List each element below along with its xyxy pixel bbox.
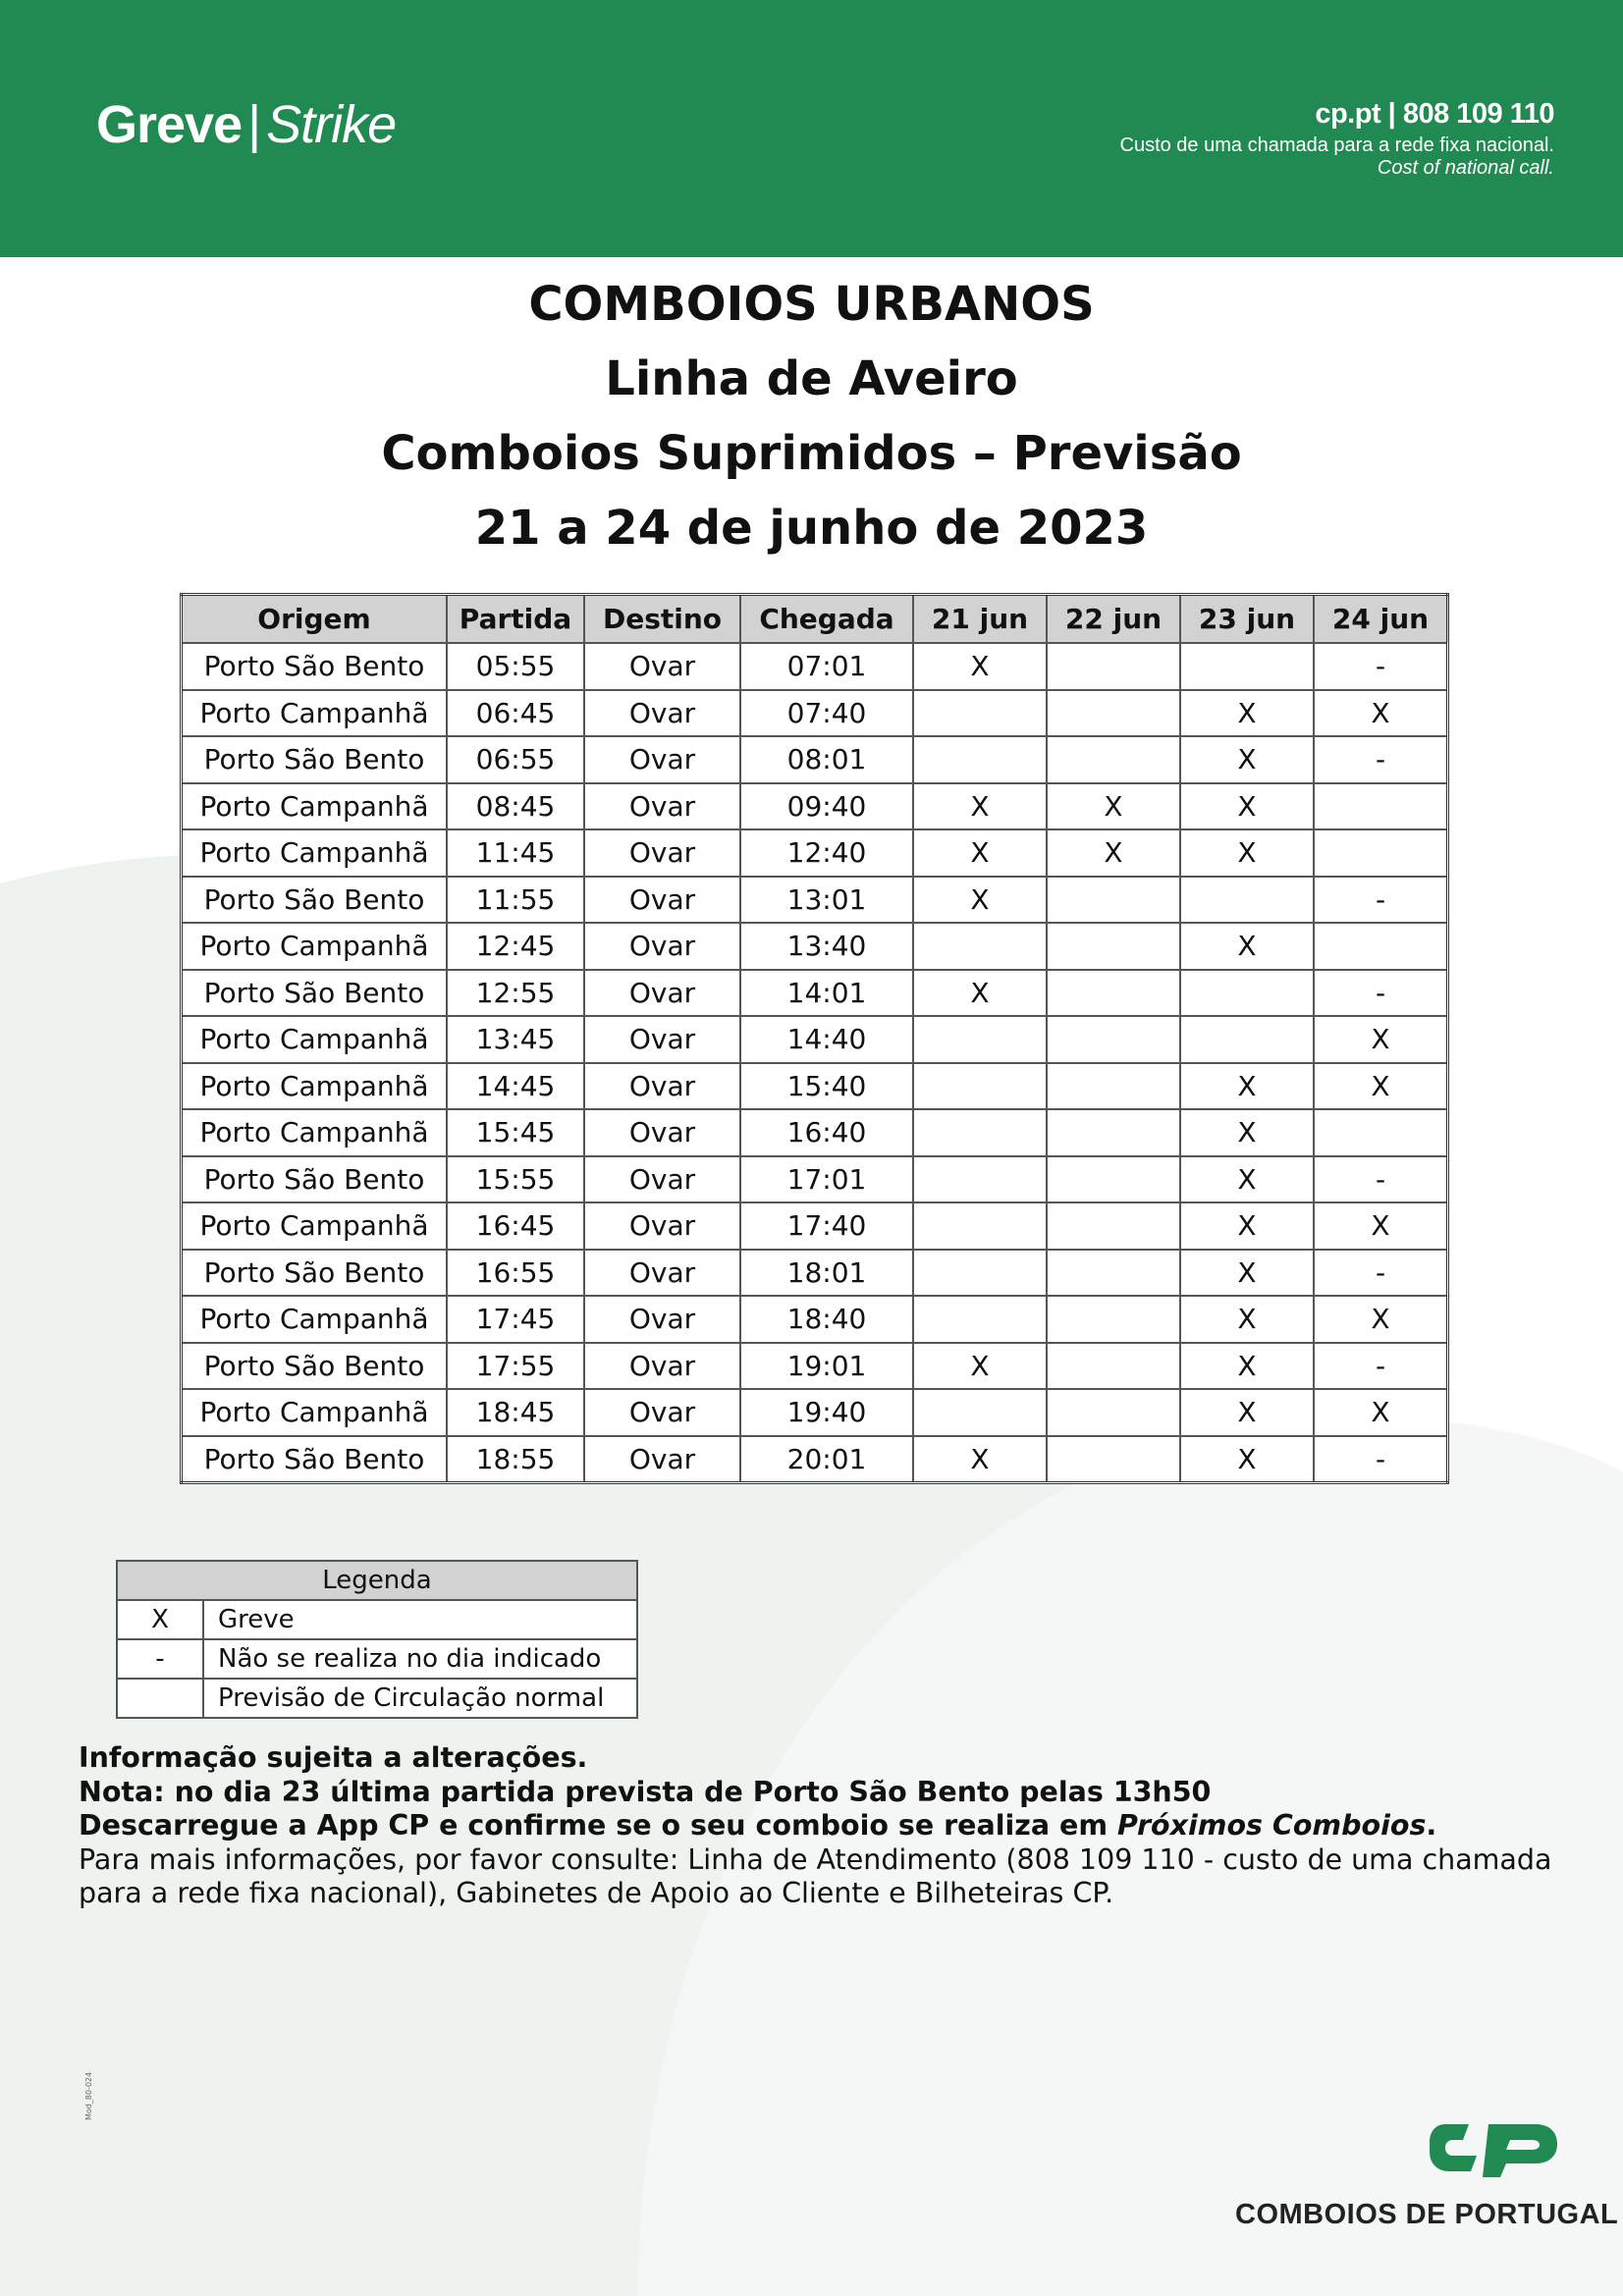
note-contact-info: Para mais informações, por favor consulte: Linha de Atendimento (808 109 110 - custo de uma chamada para a rede fixa nacional), Gabinetes de Apoio ao Cliente e Bilheteiras CP.: [79, 1842, 1552, 1909]
cell-21-jun: X: [913, 970, 1047, 1017]
cell-21-jun: [913, 1016, 1047, 1063]
schedule-header-row: [182, 595, 1448, 644]
cell-origem: Porto São Bento: [182, 877, 448, 924]
table-row: [182, 877, 1448, 924]
cell-partida: 16:45: [447, 1202, 584, 1250]
cell-partida: 18:55: [447, 1436, 584, 1483]
cell-22-jun: [1047, 877, 1180, 924]
cell-destino: Ovar: [584, 783, 740, 830]
cell-22-jun: [1047, 643, 1180, 690]
cell-chegada: 14:01: [740, 970, 913, 1017]
cell-22-jun: [1047, 970, 1180, 1017]
cell-destino: Ovar: [584, 970, 740, 1017]
cell-chegada: 17:40: [740, 1202, 913, 1250]
cell-21-jun: [913, 1296, 1047, 1343]
cell-partida: 08:45: [447, 783, 584, 830]
col-header-23-jun: 23 jun: [1180, 595, 1314, 644]
table-row: [182, 690, 1448, 737]
cell-origem: Porto Campanhã: [182, 1063, 448, 1110]
cell-23-jun: X: [1180, 829, 1314, 877]
cell-24-jun: [1314, 783, 1448, 830]
brand-alt: Strike: [266, 95, 397, 154]
cell-21-jun: X: [913, 1436, 1047, 1483]
cell-partida: 18:45: [447, 1389, 584, 1436]
cell-22-jun: [1047, 1296, 1180, 1343]
cell-destino: Ovar: [584, 1343, 740, 1390]
cell-partida: 14:45: [447, 1063, 584, 1110]
cell-23-jun: X: [1180, 736, 1314, 783]
brand-title: [96, 94, 396, 155]
table-row: [182, 1109, 1448, 1156]
cell-22-jun: X: [1047, 783, 1180, 830]
company-name: COMBOIOS DE PORTUGAL: [1235, 2199, 1619, 2230]
cell-origem: Porto São Bento: [182, 643, 448, 690]
cell-destino: Ovar: [584, 1296, 740, 1343]
cell-origem: Porto São Bento: [182, 1156, 448, 1203]
cell-partida: 12:45: [447, 923, 584, 970]
contact-block: [1120, 98, 1555, 180]
cell-23-jun: X: [1180, 690, 1314, 737]
col-header-chegada: Chegada: [740, 595, 913, 644]
col-header-partida: Partida: [447, 595, 584, 644]
cell-chegada: 14:40: [740, 1016, 913, 1063]
legend-label: Previsão de Circulação normal: [203, 1679, 637, 1718]
table-row: [182, 783, 1448, 830]
cell-destino: Ovar: [584, 1250, 740, 1297]
cell-22-jun: [1047, 1202, 1180, 1250]
cell-24-jun: -: [1314, 877, 1448, 924]
table-row: [182, 829, 1448, 877]
cell-23-jun: [1180, 1016, 1314, 1063]
cell-24-jun: X: [1314, 690, 1448, 737]
cell-21-jun: X: [913, 643, 1047, 690]
cell-24-jun: [1314, 923, 1448, 970]
title-line-3: Comboios Suprimidos – Previsão: [381, 426, 1242, 481]
cell-24-jun: -: [1314, 1343, 1448, 1390]
cell-origem: Porto Campanhã: [182, 1389, 448, 1436]
schedule-table: [180, 593, 1449, 1484]
cell-origem: Porto Campanhã: [182, 923, 448, 970]
contact-line: cp.pt | 808 109 110: [1315, 98, 1554, 130]
cell-destino: Ovar: [584, 736, 740, 783]
cell-chegada: 18:40: [740, 1296, 913, 1343]
title-line-4: 21 a 24 de junho de 2023: [474, 501, 1149, 556]
cell-21-jun: [913, 1063, 1047, 1110]
legend-row: [117, 1679, 637, 1718]
cell-partida: 17:55: [447, 1343, 584, 1390]
cell-chegada: 13:40: [740, 923, 913, 970]
table-row: [182, 1202, 1448, 1250]
header-banner: [0, 0, 1623, 257]
cell-origem: Porto São Bento: [182, 970, 448, 1017]
cell-24-jun: -: [1314, 970, 1448, 1017]
table-row: [182, 1156, 1448, 1203]
cell-23-jun: X: [1180, 783, 1314, 830]
cell-22-jun: [1047, 690, 1180, 737]
note-app-end: .: [1426, 1809, 1437, 1842]
cell-21-jun: [913, 690, 1047, 737]
cell-destino: Ovar: [584, 1389, 740, 1436]
note-app: [79, 1809, 1571, 1843]
cell-partida: 15:45: [447, 1109, 584, 1156]
contact-note-en: Cost of national call.: [1377, 157, 1554, 179]
col-header-destino: Destino: [584, 595, 740, 644]
legend-title: Legenda: [117, 1561, 637, 1600]
table-row: [182, 970, 1448, 1017]
cell-origem: Porto Campanhã: [182, 690, 448, 737]
cell-origem: Porto Campanhã: [182, 783, 448, 830]
table-row: [182, 1063, 1448, 1110]
cell-partida: 11:45: [447, 829, 584, 877]
table-row: [182, 1389, 1448, 1436]
cell-23-jun: X: [1180, 1296, 1314, 1343]
title-line-1: COMBOIOS URBANOS: [528, 277, 1095, 332]
col-header-21-jun: 21 jun: [913, 595, 1047, 644]
cell-24-jun: -: [1314, 1250, 1448, 1297]
cell-destino: Ovar: [584, 643, 740, 690]
cell-22-jun: [1047, 1389, 1180, 1436]
contact-note-pt: Custo de uma chamada para a rede fixa nacional.: [1119, 134, 1554, 156]
cell-chegada: 12:40: [740, 829, 913, 877]
cell-chegada: 20:01: [740, 1436, 913, 1483]
cell-24-jun: X: [1314, 1202, 1448, 1250]
cell-23-jun: X: [1180, 1202, 1314, 1250]
cell-origem: Porto Campanhã: [182, 1202, 448, 1250]
cell-21-jun: [913, 1156, 1047, 1203]
cell-destino: Ovar: [584, 1202, 740, 1250]
cell-chegada: 07:40: [740, 690, 913, 737]
cell-21-jun: X: [913, 829, 1047, 877]
cell-partida: 16:55: [447, 1250, 584, 1297]
table-row: [182, 1016, 1448, 1063]
cell-22-jun: [1047, 1156, 1180, 1203]
note-app-text: Descarregue a App CP e confirme se o seu comboio se realiza em: [79, 1809, 1117, 1842]
cell-destino: Ovar: [584, 1016, 740, 1063]
cell-22-jun: [1047, 1109, 1180, 1156]
cell-23-jun: X: [1180, 1343, 1314, 1390]
cell-24-jun: [1314, 1109, 1448, 1156]
cell-23-jun: X: [1180, 1436, 1314, 1483]
note-app-emphasis: Próximos Comboios: [1116, 1809, 1427, 1842]
document-titles: [0, 267, 1623, 565]
cell-destino: Ovar: [584, 1156, 740, 1203]
cell-23-jun: [1180, 877, 1314, 924]
cell-destino: Ovar: [584, 1063, 740, 1110]
cell-destino: Ovar: [584, 1436, 740, 1483]
cell-21-jun: [913, 1202, 1047, 1250]
title-line-2: Linha de Aveiro: [605, 351, 1018, 406]
cell-23-jun: [1180, 970, 1314, 1017]
cell-chegada: 08:01: [740, 736, 913, 783]
brand-main: Greve: [96, 95, 243, 154]
cell-origem: Porto São Bento: [182, 1436, 448, 1483]
notes-block: [79, 1741, 1571, 1911]
brand-separator: |: [247, 95, 261, 154]
table-row: [182, 736, 1448, 783]
cell-23-jun: X: [1180, 1109, 1314, 1156]
cell-22-jun: [1047, 1343, 1180, 1390]
cell-destino: Ovar: [584, 877, 740, 924]
cell-21-jun: [913, 1250, 1047, 1297]
cell-22-jun: X: [1047, 829, 1180, 877]
table-row: [182, 923, 1448, 970]
cell-24-jun: X: [1314, 1063, 1448, 1110]
legend-label: Não se realiza no dia indicado: [203, 1639, 637, 1679]
cell-partida: 12:55: [447, 970, 584, 1017]
cell-partida: 06:45: [447, 690, 584, 737]
cell-24-jun: -: [1314, 1156, 1448, 1203]
col-header-origem: Origem: [182, 595, 448, 644]
cell-origem: Porto Campanhã: [182, 1296, 448, 1343]
cell-23-jun: X: [1180, 1063, 1314, 1110]
col-header-22-jun: 22 jun: [1047, 595, 1180, 644]
legend-row: [117, 1639, 637, 1679]
cell-chegada: 16:40: [740, 1109, 913, 1156]
cell-origem: Porto São Bento: [182, 736, 448, 783]
note-day-23: Nota: no dia 23 última partida prevista de Porto São Bento pelas 13h50: [79, 1775, 1212, 1808]
cell-chegada: 07:01: [740, 643, 913, 690]
legend-header-row: [117, 1561, 637, 1600]
cell-partida: 06:55: [447, 736, 584, 783]
cell-24-jun: -: [1314, 736, 1448, 783]
cell-21-jun: X: [913, 877, 1047, 924]
cell-24-jun: X: [1314, 1016, 1448, 1063]
cell-chegada: 19:40: [740, 1389, 913, 1436]
cell-chegada: 18:01: [740, 1250, 913, 1297]
cell-24-jun: X: [1314, 1389, 1448, 1436]
cell-destino: Ovar: [584, 1109, 740, 1156]
cell-destino: Ovar: [584, 923, 740, 970]
cell-destino: Ovar: [584, 690, 740, 737]
cell-chegada: 13:01: [740, 877, 913, 924]
cell-24-jun: -: [1314, 643, 1448, 690]
cell-24-jun: [1314, 829, 1448, 877]
cell-22-jun: [1047, 1063, 1180, 1110]
cell-partida: 11:55: [447, 877, 584, 924]
table-row: [182, 1296, 1448, 1343]
cell-partida: 15:55: [447, 1156, 584, 1203]
legend-table: [116, 1560, 638, 1719]
cell-destino: Ovar: [584, 829, 740, 877]
cell-22-jun: [1047, 923, 1180, 970]
legend-symbol: X: [117, 1600, 203, 1639]
cell-23-jun: [1180, 643, 1314, 690]
model-reference: Mod_80-024: [84, 2071, 93, 2120]
legend-symbol: [117, 1679, 203, 1718]
cell-23-jun: X: [1180, 1389, 1314, 1436]
cell-21-jun: [913, 1389, 1047, 1436]
table-row: [182, 1250, 1448, 1297]
cell-23-jun: X: [1180, 1156, 1314, 1203]
cell-22-jun: [1047, 1436, 1180, 1483]
cell-origem: Porto São Bento: [182, 1250, 448, 1297]
note-disclaimer: Informação sujeita a alterações.: [79, 1741, 588, 1774]
legend-row: [117, 1600, 637, 1639]
cell-origem: Porto Campanhã: [182, 829, 448, 877]
col-header-24-jun: 24 jun: [1314, 595, 1448, 644]
table-row: [182, 1343, 1448, 1390]
legend-symbol: -: [117, 1639, 203, 1679]
cell-chegada: 09:40: [740, 783, 913, 830]
cell-origem: Porto São Bento: [182, 1343, 448, 1390]
cell-24-jun: X: [1314, 1296, 1448, 1343]
cell-origem: Porto Campanhã: [182, 1109, 448, 1156]
cell-21-jun: X: [913, 1343, 1047, 1390]
cell-chegada: 15:40: [740, 1063, 913, 1110]
table-row: [182, 1436, 1448, 1483]
cell-partida: 13:45: [447, 1016, 584, 1063]
cell-21-jun: [913, 1109, 1047, 1156]
cell-22-jun: [1047, 736, 1180, 783]
cell-21-jun: X: [913, 783, 1047, 830]
cell-23-jun: X: [1180, 923, 1314, 970]
cell-21-jun: [913, 923, 1047, 970]
cell-chegada: 19:01: [740, 1343, 913, 1390]
cell-22-jun: [1047, 1250, 1180, 1297]
cell-partida: 17:45: [447, 1296, 584, 1343]
table-row: [182, 643, 1448, 690]
cell-22-jun: [1047, 1016, 1180, 1063]
cell-24-jun: -: [1314, 1436, 1448, 1483]
legend-label: Greve: [203, 1600, 637, 1639]
cell-partida: 05:55: [447, 643, 584, 690]
cp-logo-icon: [1424, 2116, 1563, 2179]
cell-23-jun: X: [1180, 1250, 1314, 1297]
cell-origem: Porto Campanhã: [182, 1016, 448, 1063]
cell-chegada: 17:01: [740, 1156, 913, 1203]
cell-21-jun: [913, 736, 1047, 783]
